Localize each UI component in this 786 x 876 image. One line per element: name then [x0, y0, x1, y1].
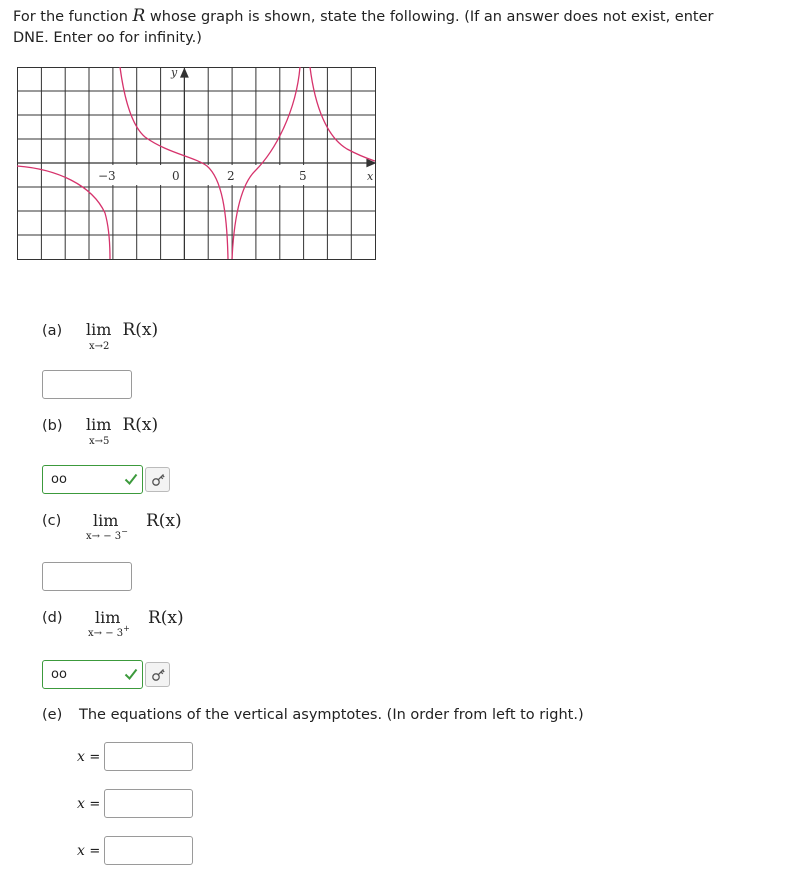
part-c-approach — [86, 527, 128, 542]
function-symbol: R — [132, 6, 146, 26]
x-axis-label: x — [367, 170, 374, 183]
var-x: x — [77, 843, 85, 859]
key-button[interactable] — [145, 467, 170, 492]
asymptote-1-label — [77, 749, 100, 765]
approach-side: + — [123, 624, 130, 633]
part-d-label: (d) — [42, 610, 63, 626]
asymptote-2-label — [77, 796, 100, 812]
approach-side: − — [121, 527, 128, 536]
part-c-label: (c) — [42, 513, 62, 529]
tick-label-5: 5 — [299, 169, 307, 183]
part-a-approach: x→2 — [89, 341, 110, 352]
func-text: R(x) — [122, 415, 159, 435]
answer-value: oo — [51, 472, 67, 487]
part-a-label: (a) — [42, 323, 63, 339]
part-e-label: (e) — [42, 707, 63, 723]
tick-label-neg3: −3 — [98, 169, 116, 183]
checkmark-icon — [124, 667, 138, 681]
part-c-func: R(x) — [146, 511, 182, 531]
part-e-instructions: The equations of the vertical asymptotes. (In order from left to right.) — [79, 707, 584, 723]
part-d-approach — [88, 624, 130, 639]
func-text: R(x) — [122, 320, 159, 340]
approach-text: x→ − 3 — [86, 531, 122, 542]
part-d-lim: lim — [95, 608, 121, 627]
asymptote-1-input[interactable] — [104, 742, 193, 771]
tick-label-0: 0 — [172, 169, 180, 183]
key-icon — [150, 667, 166, 683]
var-x: x — [77, 796, 85, 812]
key-button[interactable] — [145, 662, 170, 687]
part-a-expression — [86, 320, 158, 340]
lim-text: lim — [86, 415, 112, 434]
part-b-label: (b) — [42, 418, 63, 434]
prompt-text-before: For the function — [13, 9, 133, 25]
checkmark-icon — [124, 472, 138, 486]
part-a-answer-input[interactable] — [42, 370, 132, 399]
y-axis-label: y — [171, 67, 178, 79]
var-x: x — [77, 749, 85, 765]
asymptote-3-label — [77, 843, 100, 859]
asymptote-2-input[interactable] — [104, 789, 193, 818]
axes — [17, 69, 375, 259]
asymptote-3-input[interactable] — [104, 836, 193, 865]
equals-sign: = — [89, 797, 101, 812]
question-prompt — [13, 6, 733, 49]
part-b-expression — [86, 415, 158, 435]
part-d-answer-input[interactable] — [42, 660, 143, 689]
equals-sign: = — [89, 844, 101, 859]
part-c-answer-input[interactable] — [42, 562, 132, 591]
function-graph — [17, 67, 377, 261]
key-icon — [150, 472, 166, 488]
answer-value: oo — [51, 667, 67, 682]
prompt-text-after: whose graph is shown, state the following. (If an answer does not exist, enter DNE. Enter oo for infinity.) — [13, 9, 714, 46]
tick-label-2: 2 — [227, 169, 235, 183]
tick-label-backdrop — [95, 165, 307, 185]
part-b-approach: x→5 — [89, 436, 110, 447]
equals-sign: = — [89, 750, 101, 765]
lim-text: lim — [86, 320, 112, 339]
part-d-func: R(x) — [148, 608, 184, 628]
curve-branch-4 — [310, 67, 375, 161]
approach-text: x→ − 3 — [88, 628, 124, 639]
part-b-answer-input[interactable] — [42, 465, 143, 494]
part-c-lim: lim — [93, 511, 119, 530]
